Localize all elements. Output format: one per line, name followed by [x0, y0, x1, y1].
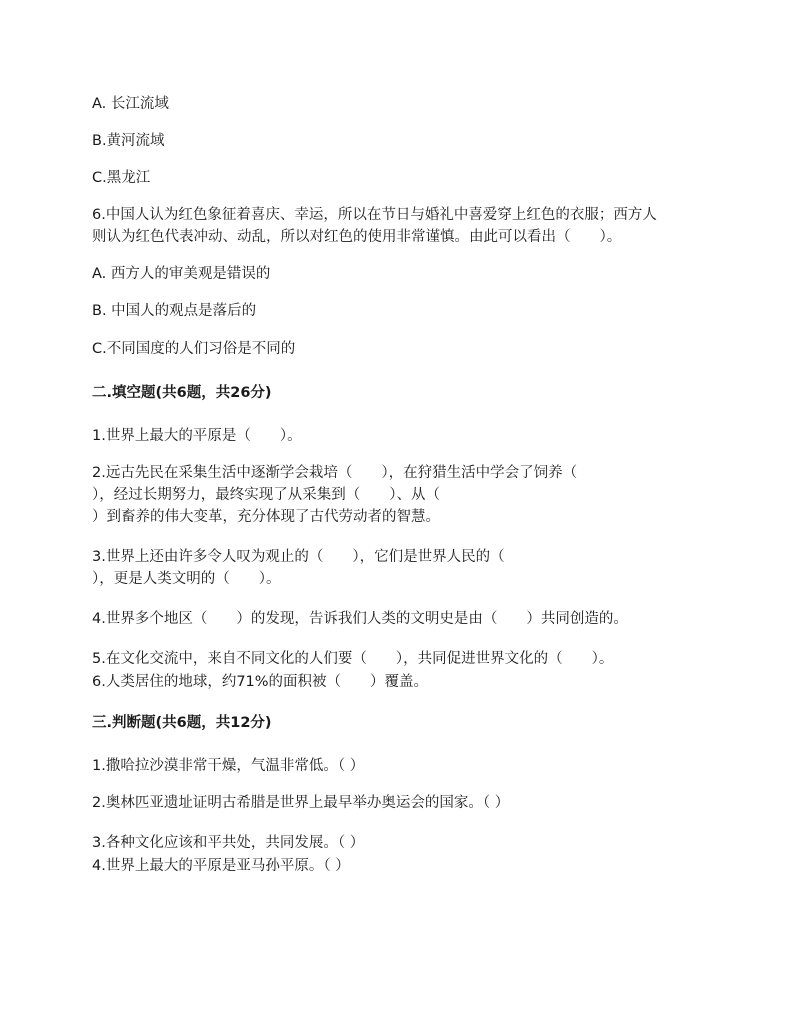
fill-q5: 5.在文化交流中，来自不同文化的人们要（ ），共同促进世界文化的（ ）。 [92, 651, 614, 667]
fill-q1: 1.世界上最大的平原是（ ）。 [92, 428, 302, 444]
fill-q3-line1: 3.世界上还由许多令人叹为观止的（ ），它们是世界人民的（ [92, 549, 505, 565]
judge-q1: 1.撒哈拉沙漠非常干燥，气温非常低。（ ） [92, 758, 365, 774]
q5-option-a: A. 长江流域 [92, 96, 169, 112]
q6-option-a: A. 西方人的审美观是错误的 [92, 266, 271, 282]
q6-stem-line1: 6.中国人认为红色象征着喜庆、幸运，所以在节日与婚礼中喜爱穿上红色的衣服；西方人 [92, 207, 657, 223]
judge-q3: 3.各种文化应该和平共处，共同发展。（ ） [92, 835, 365, 851]
judge-q4: 4.世界上最大的平原是亚马孙平原。（ ） [92, 858, 350, 874]
q6-stem-line2: 则认为红色代表冲动、动乱，所以对红色的使用非常谨慎。由此可以看出（ ）。 [92, 229, 622, 245]
section2-heading: 二.填空题(共6题，共26分) [92, 385, 272, 401]
fill-q3-line2: ），更是人类文明的（ ）。 [92, 571, 281, 587]
fill-q2-line1: 2.远古先民在采集生活中逐渐学会栽培（ ），在狩猎生活中学会了饲养（ [92, 465, 578, 481]
fill-q2-line2: ），经过长期努力，最终实现了从采集到（ ）、从（ [92, 487, 440, 503]
q6-option-c: C.不同国度的人们习俗是不同的 [92, 341, 296, 357]
fill-q6: 6.人类居住的地球，约71%的面积被（ ）覆盖。 [92, 674, 429, 690]
judge-q2: 2.奥林匹亚遗址证明古希腊是世界上最早举办奥运会的国家。（ ） [92, 795, 510, 811]
fill-q2-line3: ）到畜养的伟大变革，充分体现了古代劳动者的智慧。 [92, 509, 440, 525]
fill-q4: 4.世界多个地区（ ）的发现，告诉我们人类的文明史是由（ ）共同创造的。 [92, 611, 628, 627]
q6-option-b: B. 中国人的观点是落后的 [92, 303, 257, 319]
section3-heading: 三.判断题(共6题，共12分) [92, 715, 272, 731]
q5-option-c: C.黑龙江 [92, 170, 151, 186]
q5-option-b: B.黄河流域 [92, 133, 165, 149]
